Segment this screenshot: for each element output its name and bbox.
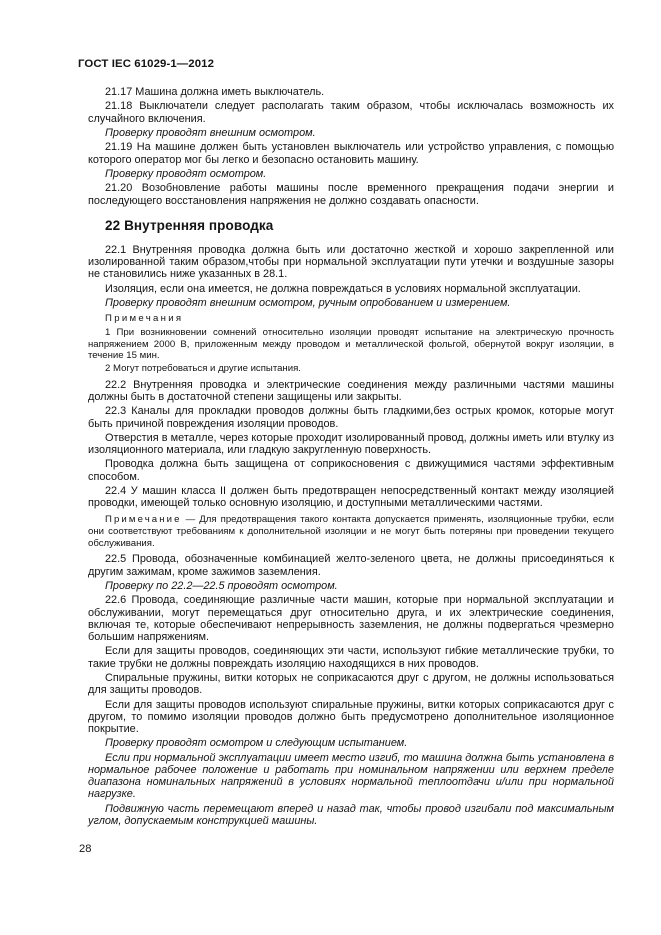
check-note: Проверку проводят осмотром. (105, 167, 267, 180)
note-text: — Для предотвращения такого контакта допускается применять, изоляционные трубки, если они соответствуют требованиям к дополнительной изоляции и не могут быть потеряны при проведении текущего обслуживания. (88, 514, 614, 549)
clause-22-2: 22.2 Внутренняя проводка и электрические соединения между различными частями машины должны быть в достаточной степени защищены или закрыты. (88, 378, 614, 403)
clause-21-20: 21.20 Возобновление работы машины после временного прекращения подачи энергии и последующего восстановления напряжения не должно создавать опасности. (88, 182, 614, 207)
note-1: 1 При возникновении сомнений относительно изоляции проводят испытание на электрическую прочность напряжением 2000 В, приложенным между проводом и металлической фольгой, обернутой вокруг изоляции, в течение 15 мин. (88, 326, 614, 362)
check-note: Проверку проводят осмотром и следующим испытанием. (105, 737, 408, 750)
clause-21-17: 21.17 Машина должна иметь выключатель. (105, 86, 325, 98)
paragraph: Если для защиты проводов, соединяющих эти части, используют гибкие металлические трубки, то такие трубки не должны повреждать изоляцию находящихся в них проводов. (88, 645, 614, 670)
clause-22-5: 22.5 Провода, обозначенные комбинацией желто-зеленого цвета, не должны присоединяться к другим зажимам, кроме зажимов заземления. (88, 553, 614, 578)
paragraph: Проводка должна быть защищена от соприкосновения с движущимися частями эффективным способом. (88, 458, 614, 483)
page-content (88, 86, 614, 829)
clause-21-18: 21.18 Выключатели следует располагать таким образом, чтобы исключалась возможность их случайного включения. (88, 100, 614, 125)
check-note: Проверку проводят внешним осмотром. (105, 126, 316, 139)
note-label: Примечание (105, 514, 182, 526)
paragraph: Отверстия в металле, через которые проходит изолированный провод, должны иметь или втулку из изоляционного материала, или гладкую закругленную поверхность. (88, 431, 614, 457)
paragraph: Если для защиты проводов используют спиральные пружины, витки которых соприкасаются друг с другом, то помимо изоляции проводов должно быть предусмотрено дополнительное изоляционное покрытие. (88, 698, 614, 736)
clause-22-3: 22.3 Каналы для прокладки проводов должны быть гладкими,без острых кромок, которые могут быть причиной повреждения изоляции проводов. (88, 405, 614, 430)
note-3 (88, 514, 614, 549)
check-note: Проверку проводят внешним осмотром, ручным опробованием и измерением. (105, 297, 511, 310)
clause-22-1: 22.1 Внутренняя проводка должна быть или достаточно жесткой и хорошо закрепленной или изолированной таким образом,чтобы при нормальной эксплуатации пути утечки и воздушные зазоры не становились ниже указанных в 28.1. (88, 243, 614, 281)
clause-21-19: 21.19 На машине должен быть установлен выключатель или устройство управления, с помощью которого оператор мог бы легко и безопасно остановить машину. (88, 141, 614, 166)
paragraph: Изоляция, если она имеется, не должна повреждаться в условиях нормальной эксплуатации. (105, 282, 581, 295)
paragraph: Спиральные пружины, витки которых не соприкасаются друг с другом, не должны использоваться для защиты проводов. (88, 672, 614, 697)
note-2: 2 Могут потребоваться и другие испытания. (105, 362, 301, 374)
check-note: Проверку по 22.2—22.5 проводят осмотром. (105, 580, 338, 593)
standard-header: ГОСТ IEC 61029-1—2012 (78, 58, 215, 70)
notes-heading: Примечания (105, 313, 184, 325)
test-procedure: Если при нормальной эксплуатации имеет место изгиб, то машина должна быть установлена в нормальное рабочее положение и работать при номинальном напряжении или верхнем пределе диапазона номинальных напряжений в условиях нормальной теплоотдачи и/или при нормальной нагрузке. (88, 751, 614, 801)
page-number: 28 (79, 843, 92, 855)
section-title: 22 Внутренняя проводка (105, 217, 274, 233)
clause-22-6: 22.6 Провода, соединяющие различные части машин, которые при нормальной эксплуатации и обслуживании, могут перемещаться друг относительно друга, и их электрические соединения, включая те, которые обеспечивают непрерывность заземления, не должны подвергаться чрезмерно большим напряжениям. (88, 594, 614, 644)
clause-22-4: 22.4 У машин класса II должен быть предотвращен непосредственный контакт между изоляцией проводки, имеющей только основную изоляцию, и доступными металлическими частями. (88, 485, 614, 510)
test-procedure: Подвижную часть перемещают вперед и назад так, чтобы провод изгибали под максимальным углом, допускаемым конструкцией машины. (88, 802, 614, 828)
